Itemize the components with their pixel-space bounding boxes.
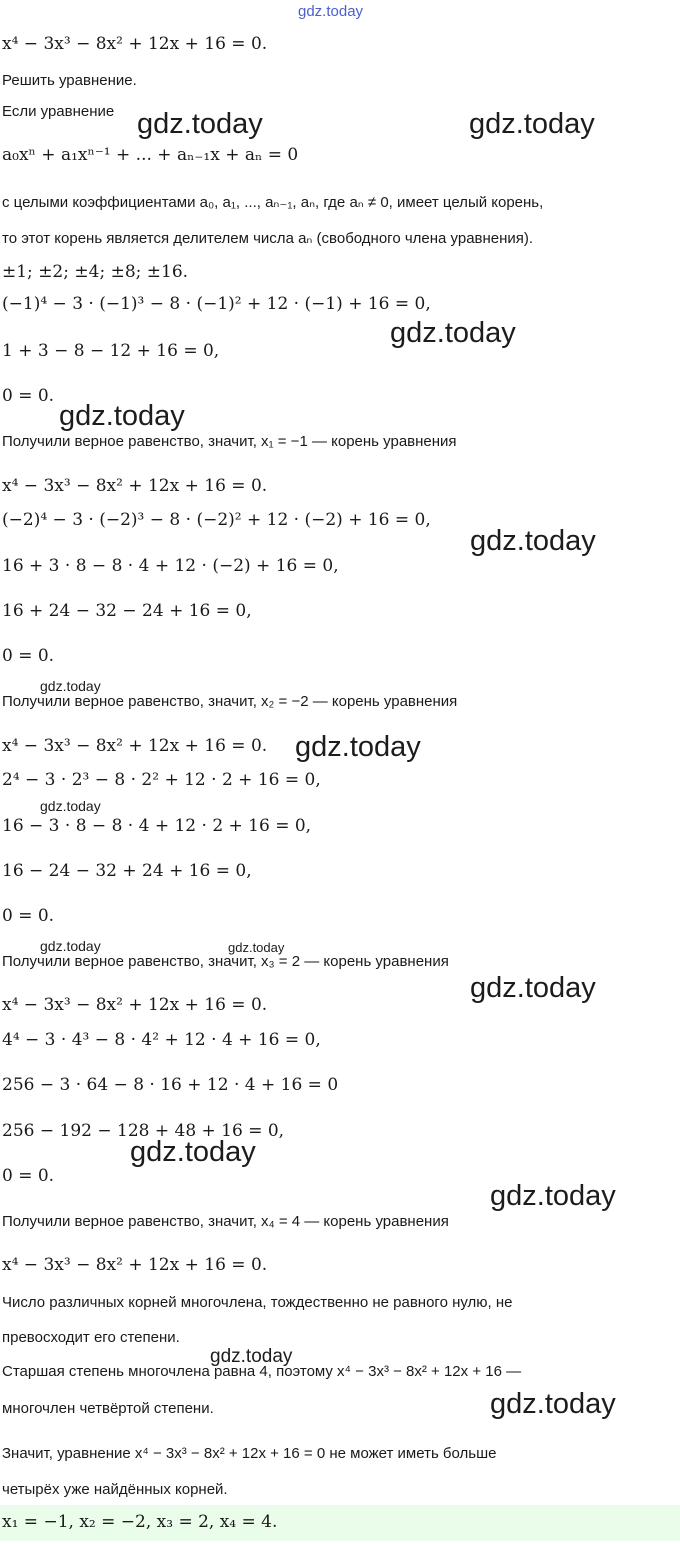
- equation-line: x⁴ − 3x³ − 8x² + 12x + 16 = 0.: [2, 34, 268, 54]
- equation-line: 0 = 0.: [2, 646, 55, 666]
- equation-line: 0 = 0.: [2, 906, 55, 926]
- text-line: многочлен четвёртой степени.: [2, 1400, 214, 1417]
- watermark: gdz.today: [490, 1180, 616, 1212]
- watermark: gdz.today: [470, 525, 596, 557]
- text-line: Решить уравнение.: [2, 72, 137, 89]
- equation-line: x⁴ − 3x³ − 8x² + 12x + 16 = 0.: [2, 995, 268, 1015]
- text-line: Значит, уравнение x⁴ − 3x³ − 8x² + 12x + 16 = 0 не может иметь больше: [2, 1445, 497, 1462]
- equation-line: x⁴ − 3x³ − 8x² + 12x + 16 = 0.: [2, 736, 268, 756]
- watermark-top: gdz.today: [298, 3, 364, 20]
- text-line: превосходит его степени.: [2, 1329, 180, 1346]
- watermark: gdz.today: [210, 1346, 293, 1367]
- watermark: gdz.today: [40, 798, 101, 814]
- answer-text: x₁ = −1, x₂ = −2, x₃ = 2, x₄ = 4.: [2, 1512, 278, 1532]
- equation-line: 0 = 0.: [2, 1166, 55, 1186]
- watermark: gdz.today: [295, 731, 421, 763]
- equation-line: 16 + 24 − 32 − 24 + 16 = 0,: [2, 601, 252, 621]
- equation-line: 4⁴ − 3 · 4³ − 8 · 4² + 12 · 4 + 16 = 0,: [2, 1030, 321, 1050]
- text-line: то этот корень является делителем числа aₙ (свободного члена уравнения).: [2, 230, 534, 247]
- watermark: gdz.today: [469, 108, 595, 140]
- text-line: Получили верное равенство, значит, x₄ = 4 — корень уравнения: [2, 1213, 449, 1230]
- text-line: Получили верное равенство, значит, x₁ = −1 — корень уравнения: [2, 433, 457, 450]
- equation-line: (−1)⁴ − 3 · (−1)³ − 8 · (−1)² + 12 · (−1) + 16 = 0,: [2, 294, 431, 314]
- watermark: gdz.today: [490, 1388, 616, 1420]
- text-line: с целыми коэффициентами a₀, a₁, ..., aₙ₋₁, aₙ, где aₙ ≠ 0, имеет целый корень,: [2, 194, 544, 211]
- watermark: gdz.today: [470, 972, 596, 1004]
- equation-line: 256 − 3 · 64 − 8 · 16 + 12 · 4 + 16 = 0: [2, 1075, 339, 1095]
- watermark: gdz.today: [59, 400, 185, 432]
- watermark: gdz.today: [40, 938, 101, 954]
- watermark: gdz.today: [40, 678, 101, 694]
- equation-line: x⁴ − 3x³ − 8x² + 12x + 16 = 0.: [2, 1255, 268, 1275]
- equation-line: 16 + 3 · 8 − 8 · 4 + 12 · (−2) + 16 = 0,: [2, 556, 339, 576]
- equation-line: 16 − 24 − 32 + 24 + 16 = 0,: [2, 861, 252, 881]
- equation-line: (−2)⁴ − 3 · (−2)³ − 8 · (−2)² + 12 · (−2) + 16 = 0,: [2, 510, 431, 530]
- answer-box: [0, 1505, 680, 1541]
- text-line: четырёх уже найдённых корней.: [2, 1481, 228, 1498]
- watermark: gdz.today: [228, 940, 285, 955]
- text-line: Старшая степень многочлена равна 4, поэтому x⁴ − 3x³ − 8x² + 12x + 16 —: [2, 1363, 522, 1380]
- equation-line: 1 + 3 − 8 − 12 + 16 = 0,: [2, 341, 220, 361]
- equation-line: 16 − 3 · 8 − 8 · 4 + 12 · 2 + 16 = 0,: [2, 816, 312, 836]
- text-line: Получили верное равенство, значит, x₃ = 2 — корень уравнения: [2, 953, 449, 970]
- text-line: Число различных корней многочлена, тождественно не равного нулю, не: [2, 1294, 513, 1311]
- text-line: Получили верное равенство, значит, x₂ = −2 — корень уравнения: [2, 693, 458, 710]
- text-line: Если уравнение: [2, 103, 115, 120]
- equation-line: 256 − 192 − 128 + 48 + 16 = 0,: [2, 1121, 285, 1141]
- watermark: gdz.today: [137, 108, 263, 140]
- equation-line: a₀xⁿ + a₁xⁿ⁻¹ + ... + aₙ₋₁x + aₙ = 0: [2, 145, 299, 165]
- equation-line: 0 = 0.: [2, 386, 55, 406]
- watermark: gdz.today: [130, 1136, 256, 1168]
- equation-line: ±1; ±2; ±4; ±8; ±16.: [2, 262, 189, 282]
- equation-line: x⁴ − 3x³ − 8x² + 12x + 16 = 0.: [2, 476, 268, 496]
- watermark: gdz.today: [390, 317, 516, 349]
- equation-line: 2⁴ − 3 · 2³ − 8 · 2² + 12 · 2 + 16 = 0,: [2, 770, 321, 790]
